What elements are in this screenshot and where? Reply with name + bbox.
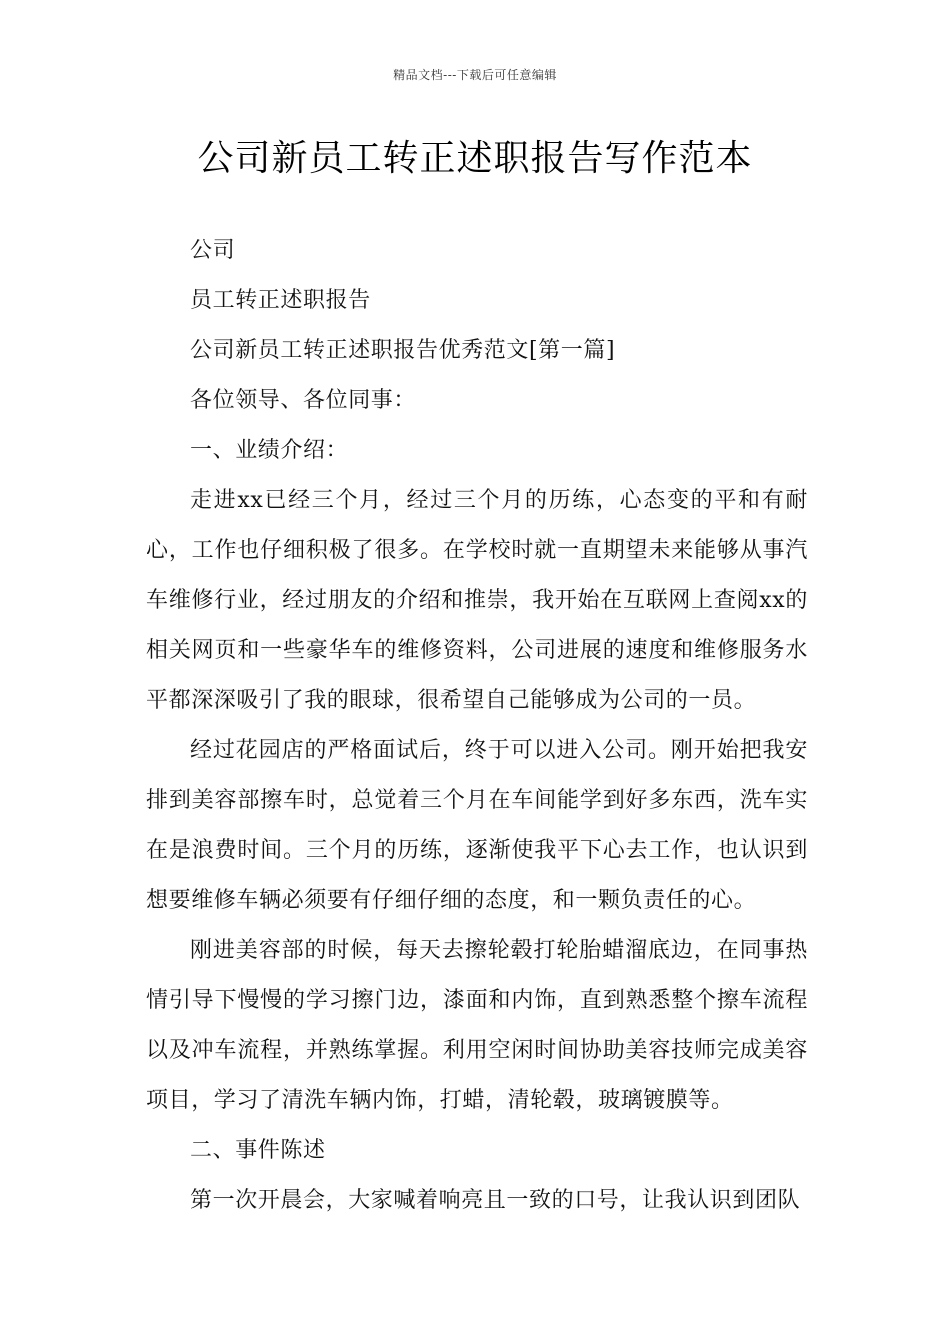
document-body: [146, 226, 808, 1226]
line-company: 公司: [190, 238, 236, 263]
body-paragraph-4: 第一次开晨会，大家喊着响亮且一致的口号，让我认识到团队: [190, 1188, 801, 1213]
line-greeting: 各位领导、各位同事：: [190, 388, 417, 413]
header-note: 精品文档---下载后可任意编辑: [393, 68, 557, 82]
section-heading-1: 一、业绩介绍：: [190, 438, 349, 463]
body-paragraph-2: 经过花园店的严格面试后，终于可以进入公司。刚开始把我安排到美容部擦车时，总觉着三个月在车间能学到好多东西，洗车实在是浪费时间。三个月的历练，逐渐使我平下心去工作，也认识到想要维修车辆必须要有仔细仔细的态度，和一颗负责任的心。: [146, 738, 808, 913]
body-paragraph-3: 刚进美容部的时候，每天去擦轮毂打轮胎蜡溜底边，在同事热情引导下慢慢的学习擦门边，漆面和内饰，直到熟悉整个擦车流程以及冲车流程，并熟练掌握。利用空闲时间协助美容技师完成美容项目，学习了清洗车辆内饰，打蜡，清轮毂，玻璃镀膜等。: [146, 938, 808, 1113]
section-heading-2: 二、事件陈述: [190, 1138, 326, 1163]
body-paragraph-1: 走进xx已经三个月，经过三个月的历练，心态变的平和有耐心，工作也仔细积极了很多。在学校时就一直期望未来能够从事汽车维修行业，经过朋友的介绍和推崇，我开始在互联网上查阅xx的相关网页和一些豪华车的维修资料，公司进展的速度和维修服务水平都深深吸引了我的眼球，很希望自己能够成为公司的一员。: [146, 488, 808, 713]
line-subtitle: 公司新员工转正述职报告优秀范文[第一篇]: [190, 338, 616, 363]
document-title: 公司新员工转正述职报告写作范本: [197, 138, 753, 179]
line-report-name: 员工转正述职报告: [190, 288, 371, 313]
